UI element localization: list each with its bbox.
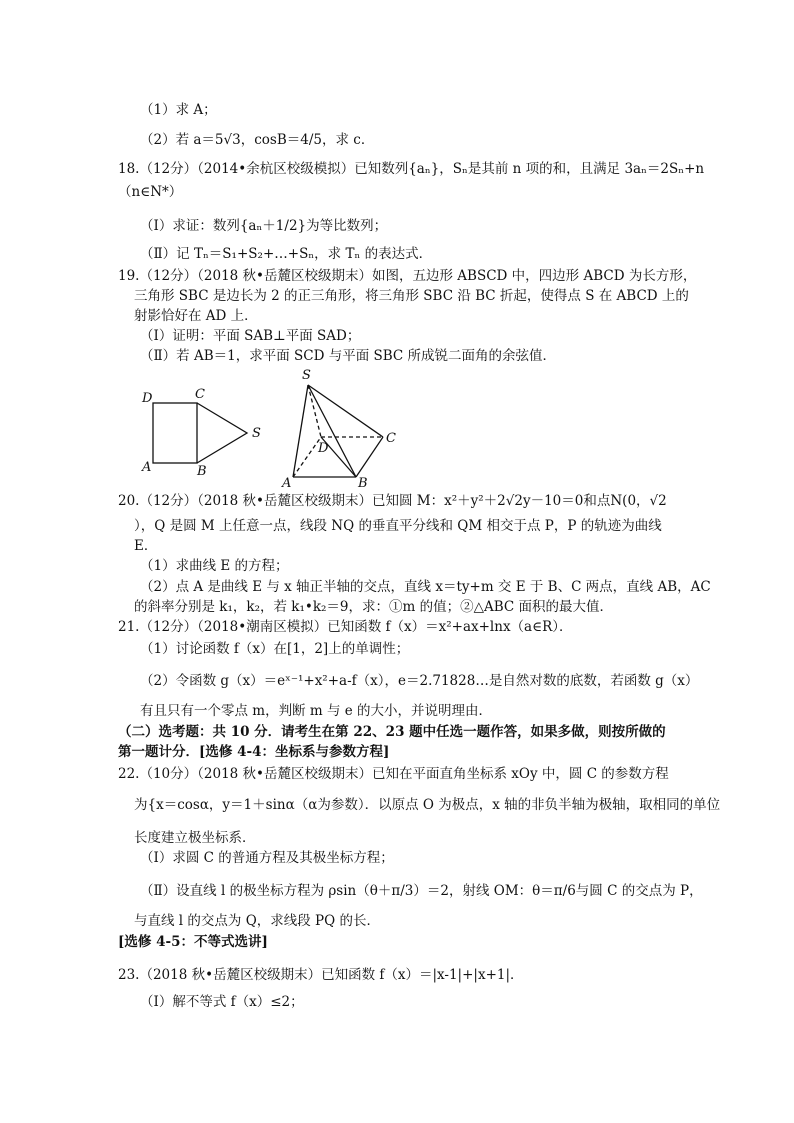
q19-stem: 19.（12分）（2018 秋•岳麓区校级期末）如图，五边形 ABSCD 中，四边形 ABCD 为长方形， xyxy=(118,268,697,284)
q19-stem-line3: 射影恰好在 AD 上． xyxy=(134,308,258,324)
label-b-pyramid: B xyxy=(358,476,368,490)
q22-part1: （Ⅰ）求圆 C 的普通方程及其极坐标方程； xyxy=(140,850,394,866)
q23-stem: 23.（2018 秋•岳麓区校级期末）已知函数 f（x）＝|x-1|+|x+1|． xyxy=(118,967,524,983)
q22-stem-line3: 长度建立极坐标系． xyxy=(134,830,256,846)
q22-stem-line2: 为{x＝cosα，y＝1＋sinα（α为参数）．以原点 O 为极点，x 轴的非负半轴为极轴，取相同的单位 xyxy=(134,797,721,813)
q20-part1: （1）求曲线 E 的方程； xyxy=(140,558,289,574)
q17-part1: （1）求 A； xyxy=(140,102,217,118)
label-a-flat: A xyxy=(142,460,152,475)
q18-part2: （Ⅱ）记 Tₙ＝S₁+S₂+…+Sₙ，求 Tₙ 的表达式． xyxy=(140,246,433,262)
label-b-flat: B xyxy=(197,464,207,479)
elective-4-4-heading: 第一题计分．[选修 4-4：坐标系与参数方程] xyxy=(118,744,390,760)
q20-stem: 20.（12分）（2018 秋•岳麓区校级期末）已知圆 M：x²＋y²＋2√2y－10＝0和点N(0，√2 xyxy=(118,493,667,509)
q22-part2: （Ⅱ）设直线 l 的极坐标方程为 ρsin（θ＋π/3）＝2，射线 OM：θ＝π/6与圆 C 的交点为 P， xyxy=(140,883,703,899)
triangle-sbc xyxy=(197,403,247,463)
q21-stem: 21.（12分）（2018•潮南区模拟）已知函数 f（x）＝x²+ax+lnx（a∈R）． xyxy=(118,619,573,635)
q18-stem-cont: （n∈N*） xyxy=(118,184,183,200)
q21-part1: （1）讨论函数 f（x）在[1，2]上的单调性； xyxy=(140,641,410,657)
q20-part2: （2）点 A 是曲线 E 与 x 轴正半轴的交点，直线 x＝ty+m 交 E 于 B、C 两点，直线 AB，AC xyxy=(140,579,711,595)
q20-stem-line2: ），Q 是圆 M 上任意一点，线段 NQ 的垂直平分线和 QM 相交于点 P，P 的轨迹为曲线 xyxy=(134,518,662,534)
label-d-flat: D xyxy=(142,391,153,406)
q21-part2-cont: 有且只有一个零点 m，判断 m 与 e 的大小，并说明理由． xyxy=(140,703,493,719)
q22-stem: 22.（10分）（2018 秋•岳麓区校级期末）已知在平面直角坐标系 xOy 中，圆 C 的参数方程 xyxy=(118,766,669,782)
elective-4-5-heading: [选修 4-5：不等式选讲] xyxy=(118,934,268,950)
label-d-pyramid: D xyxy=(318,441,329,456)
label-c-flat: C xyxy=(195,387,205,402)
q20-stem-line3: E． xyxy=(134,538,158,554)
q19-figure xyxy=(130,365,420,490)
q19-part1: （Ⅰ）证明：平面 SAB⊥平面 SAD； xyxy=(140,328,361,344)
q18-part1: （Ⅰ）求证：数列{aₙ＋1/2}为等比数列； xyxy=(140,218,388,234)
q22-part2-cont: 与直线 l 的交点为 Q，求线段 PQ 的长． xyxy=(134,913,380,929)
q18-stem: 18.（12分）（2014•余杭区校级模拟）已知数列{aₙ}，Sₙ是其前 n 项的和，且满足 3aₙ＝2Sₙ+n xyxy=(118,161,705,177)
label-c-pyramid: C xyxy=(386,431,396,446)
rectangle-abcd xyxy=(153,403,197,463)
q19-stem-line2: 三角形 SBC 是边长为 2 的正三角形，将三角形 SBC 沿 BC 折起，使得点 S 在 ABCD 上的 xyxy=(134,288,689,304)
q20-part2-cont: 的斜率分别是 k₁，k₂，若 k₁•k₂＝9，求：①m 的值；②△ABC 面积的最大值． xyxy=(134,599,614,615)
q23-part1: （Ⅰ）解不等式 f（x）≤2； xyxy=(140,994,304,1010)
q21-part2: （2）令函数 g（x）＝eˣ⁻¹+x²+a-f（x），e＝2.71828…是自然对数的底数，若函数 g（x） xyxy=(140,673,699,689)
q17-part2: （2）若 a＝5√3，cosB＝4/5，求 c． xyxy=(140,132,375,148)
label-s-pyramid: S xyxy=(302,368,311,383)
section-elective-heading: （二）选考题：共 10 分．请考生在第 22、23 题中任选一题作答，如果多做，则按所做的 xyxy=(118,724,666,740)
q19-part2: （Ⅱ）若 AB＝1，求平面 SCD 与平面 SBC 所成锐二面角的余弦值． xyxy=(140,348,557,364)
label-s-flat: S xyxy=(252,426,261,441)
label-a-pyramid: A xyxy=(282,476,292,490)
